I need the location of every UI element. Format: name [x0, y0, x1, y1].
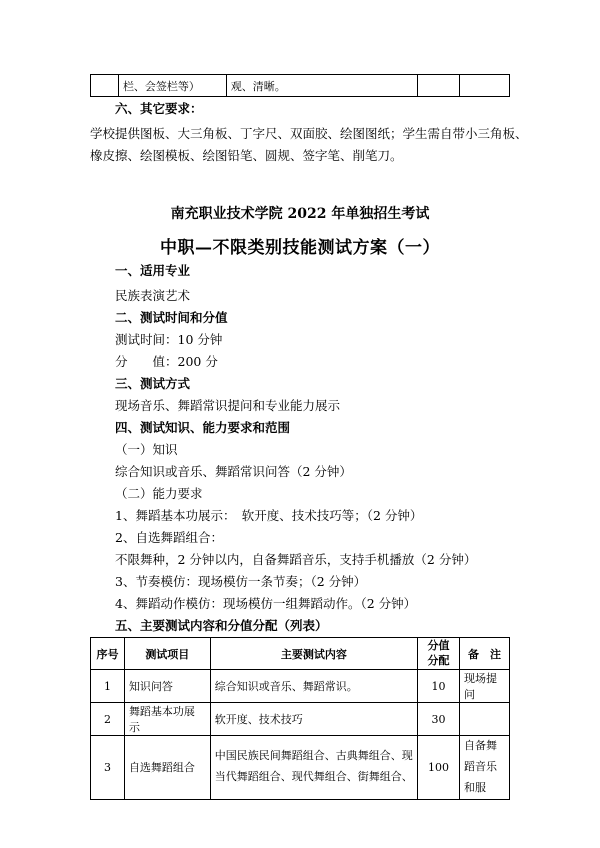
- document-title: 南充职业技术学院 2022 年单独招生考试: [170, 206, 430, 222]
- row-item: 舞蹈基本功展示: [124, 703, 210, 736]
- table-row: [91, 703, 510, 736]
- test-score: 分 值：200 分: [115, 354, 218, 369]
- ability-item-1: 1、舞蹈基本功展示： 软开度、技术技巧等；（2 分钟）: [115, 508, 423, 523]
- section4-sub2: （二）能力要求: [115, 486, 203, 501]
- section4-heading: 四、测试知识、能力要求和范围: [115, 420, 291, 435]
- table-cell: [418, 75, 460, 97]
- row-note: [460, 703, 510, 736]
- table-cell: 观、清晰。: [226, 75, 418, 97]
- section6-paragraph-line2: 橡皮擦、绘图模板、绘图铅笔、圆规、签字笔、削笔刀。: [90, 148, 403, 163]
- header-item: 测试项目: [124, 638, 210, 670]
- row-content: 软开度、技术技巧: [210, 703, 417, 736]
- section1-heading: 一、适用专业: [115, 263, 191, 278]
- score-table: [90, 637, 510, 800]
- table-cell: [460, 75, 510, 97]
- table-cell: [91, 75, 119, 97]
- section4-sub1: （一）知识: [115, 442, 178, 457]
- row-no: 2: [91, 703, 125, 736]
- header-score: 分值 分配: [418, 638, 460, 670]
- row-no: 1: [91, 670, 125, 703]
- row-item: 自选舞蹈组合: [124, 736, 210, 800]
- section6-paragraph-line1: 学校提供图板、大三角板、丁字尺、双面胶、绘图图纸；学生需自带小三角板、: [90, 126, 528, 141]
- continuation-table: [90, 74, 510, 97]
- table-row: [91, 736, 510, 800]
- section3-text: 现场音乐、舞蹈常识提问和专业能力展示: [115, 398, 341, 413]
- header-note: 备 注: [460, 638, 510, 670]
- row-score: 100: [418, 736, 460, 800]
- row-note: 自备舞蹈音乐和服: [460, 736, 510, 800]
- test-time: 测试时间：10 分钟: [115, 332, 223, 347]
- row-content: 综合知识或音乐、舞蹈常识。: [210, 670, 417, 703]
- section2-heading: 二、测试时间和分值: [115, 310, 228, 325]
- section5-heading: 五、主要测试内容和分值分配（列表）: [115, 618, 328, 633]
- ability-item-3: 3、节奏模仿：现场模仿一条节奏；（2 分钟）: [115, 574, 367, 589]
- table-row: [91, 670, 510, 703]
- row-score: 30: [418, 703, 460, 736]
- section4-sub1-text: 综合知识或音乐、舞蹈常识问答（2 分钟）: [115, 464, 352, 479]
- section1-text: 民族表演艺术: [115, 288, 191, 303]
- ability-item-2-text: 不限舞种，2 分钟以内，自备舞蹈音乐，支持手机播放（2 分钟）: [115, 552, 477, 567]
- header-no: 序号: [91, 638, 125, 670]
- ability-item-4: 4、舞蹈动作模仿：现场模仿一组舞蹈动作。（2 分钟）: [115, 596, 417, 611]
- section3-heading: 三、测试方式: [115, 376, 191, 391]
- row-no: 3: [91, 736, 125, 800]
- table-cell: 栏、会签栏等）: [118, 75, 226, 97]
- ability-item-2: 2、自选舞蹈组合：: [115, 530, 223, 545]
- section6-heading: 六、其它要求：: [115, 101, 203, 116]
- table-row: [91, 75, 510, 97]
- header-content: 主要测试内容: [210, 638, 417, 670]
- row-content: 中国民族民间舞蹈组合、古典舞组合、现当代舞蹈组合、现代舞组合、街舞组合、: [210, 736, 417, 800]
- table-header-row: [91, 638, 510, 670]
- row-item: 知识问答: [124, 670, 210, 703]
- document-subtitle: 中职—不限类别技能测试方案（一）: [160, 238, 440, 258]
- row-score: 10: [418, 670, 460, 703]
- row-note: 现场提问: [460, 670, 510, 703]
